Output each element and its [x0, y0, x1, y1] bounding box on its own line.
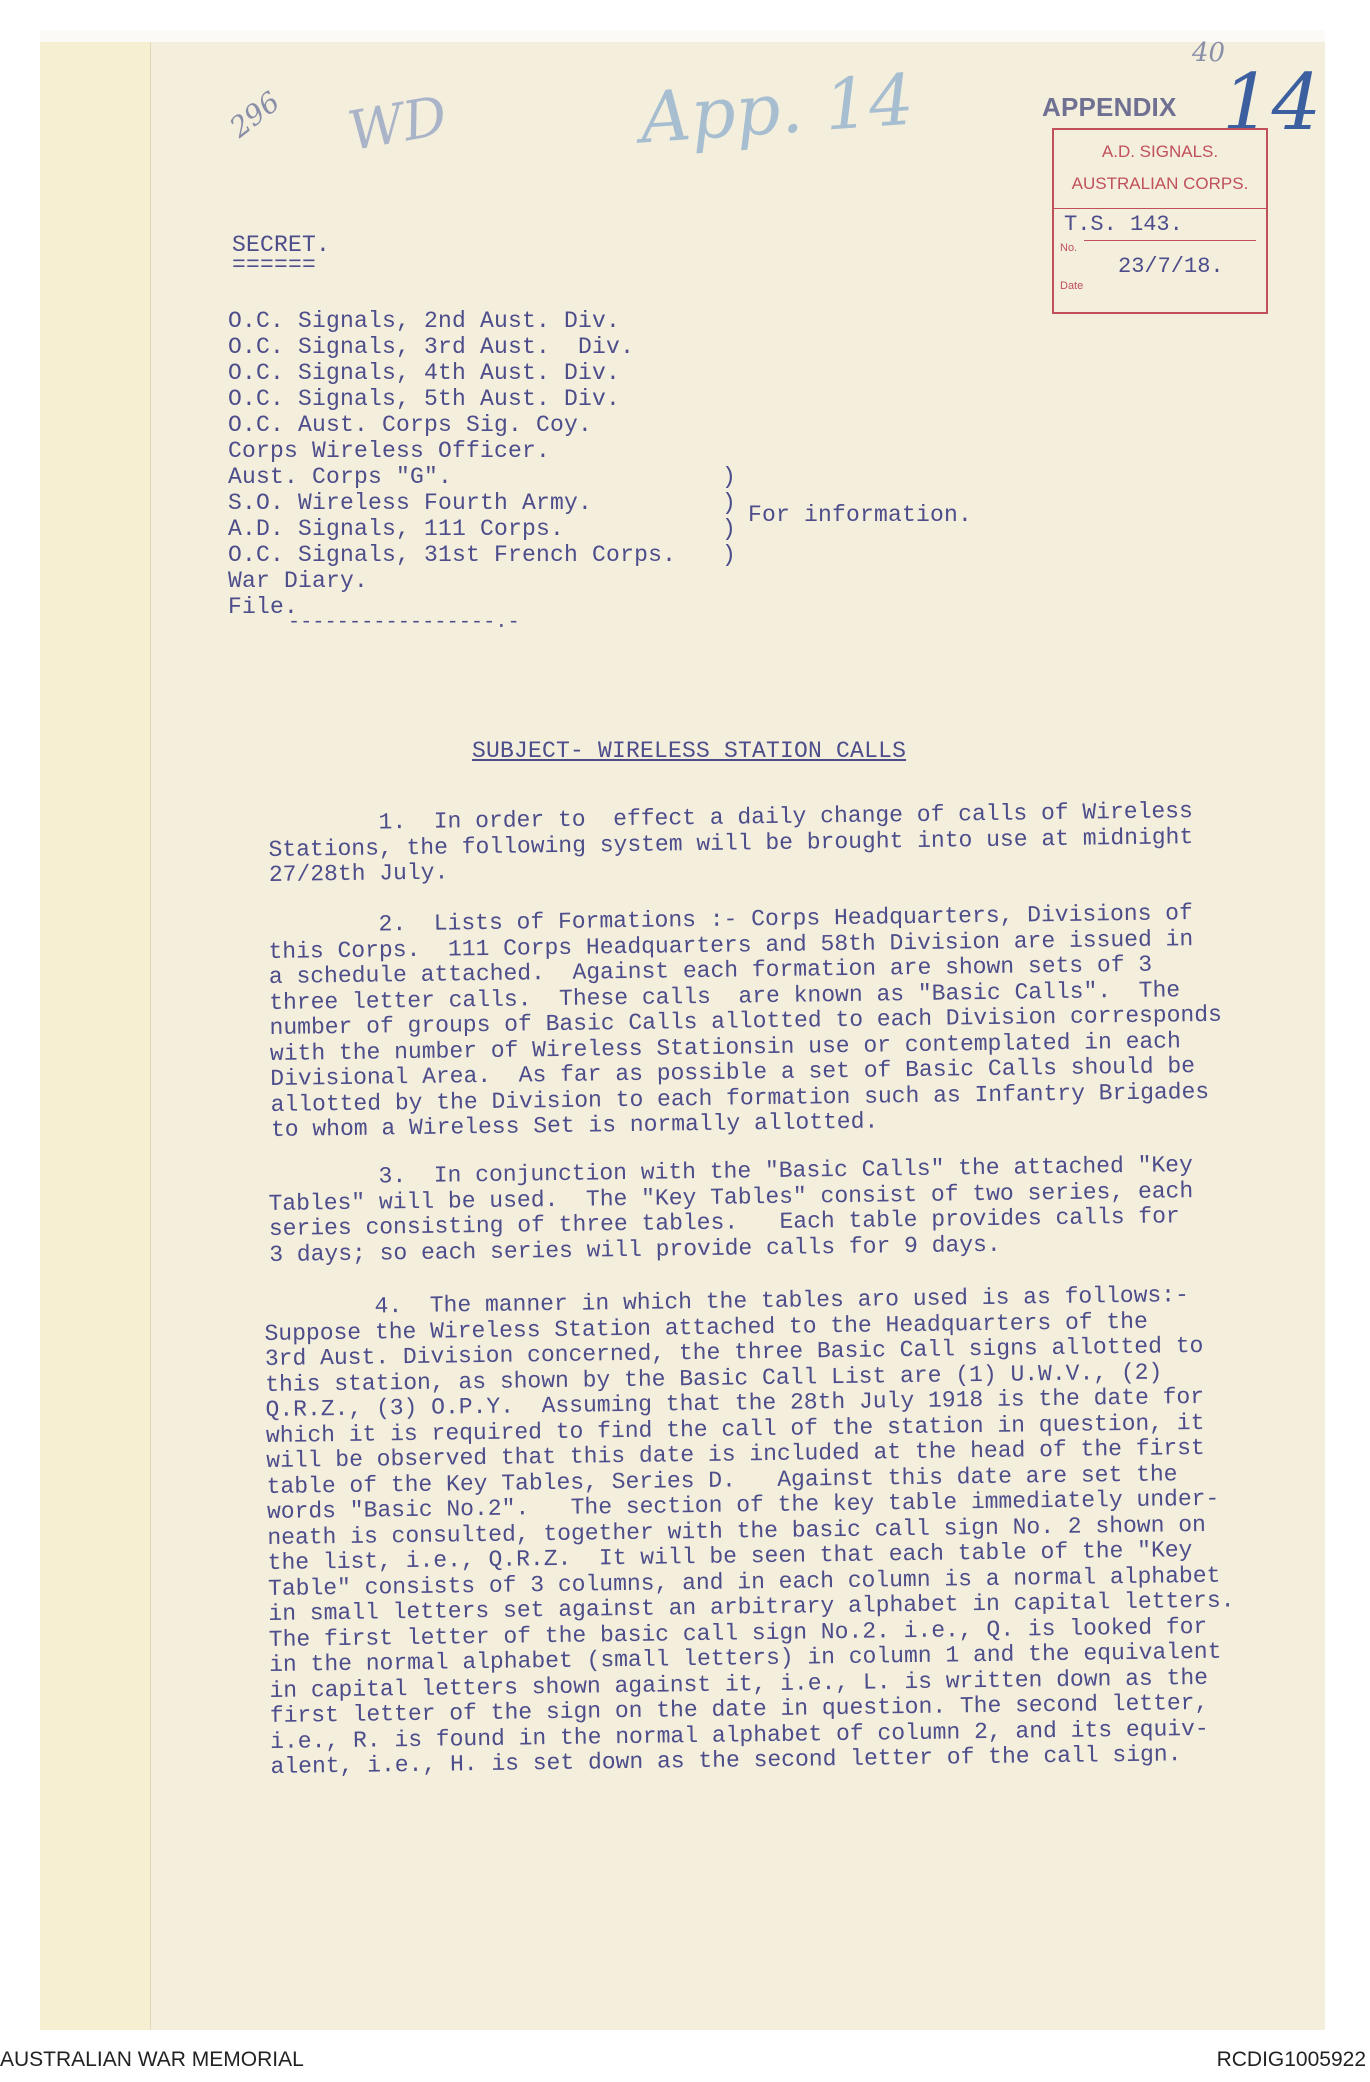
stamp-reference: T.S. 143.	[1064, 212, 1183, 237]
information-brackets	[722, 464, 736, 568]
handwritten-page-number: 296	[223, 85, 286, 144]
distribution-item: A.D. Signals, 111 Corps.	[228, 516, 565, 542]
ad-signals-stamp	[1052, 128, 1268, 314]
distribution-item: Corps Wireless Officer.	[228, 438, 551, 464]
subject-heading: SUBJECT- WIRELESS STATION CALLS	[472, 738, 907, 764]
bracket: )	[722, 542, 737, 568]
appendix-label: APPENDIX	[1042, 92, 1177, 122]
footer-reference: RCDIG1005922	[1216, 2048, 1366, 2071]
bracket: )	[722, 490, 737, 516]
handwritten-appendix-number: 14	[1222, 58, 1322, 148]
paper-binding-strip	[40, 30, 151, 2030]
footer-source: AUSTRALIAN WAR MEMORIAL	[0, 2048, 304, 2071]
distribution-item: O.C. Signals, 4th Aust. Div.	[228, 360, 621, 386]
secret-underline: ======	[232, 252, 317, 278]
paragraph-1: 1. In order to effect a daily change of calls of Wireless Stations, the following system will be brought into use at midnight 27/28th July.	[267, 798, 1194, 888]
paragraph-3: 3. In conjunction with the "Basic Calls" the attached "Key Tables" will be used. The "Key Tables" consist of two series, each series consisting of three tables. Each table provides calls for 3 days; so each series will provide calls for 9 days.	[267, 1152, 1194, 1268]
stamp-rule	[1084, 240, 1256, 241]
bracket: )	[722, 516, 737, 542]
distribution-item: O.C. Signals, 2nd Aust. Div.	[228, 308, 621, 334]
stamp-date: 23/7/18.	[1118, 254, 1224, 279]
stamp-date-label: Date	[1060, 280, 1084, 292]
bracket: )	[722, 464, 737, 490]
handwritten-folio-number: 40	[1192, 38, 1226, 68]
separator-dashes: -----------------.-	[288, 611, 520, 634]
for-information-note: For information.	[748, 502, 973, 528]
paragraph-4: 4. The manner in which the tables aro used is as follows:- Suppose the Wireless Station attached to the Headquarters of the 3rd Aust. Division concerned, the three Basic Call signs allotted to this station, as shown by the Basic Call List are (1) U.W.V., (2) Q.R.Z., (3) O.P.Y. Assuming that the 28th July 1918 is the date for which it is required to find the call of the station in question, it will be observed that this date is included at the head of the first table of the Key Tables, Series D. Against this date are set the words "Basic No.2". The section of the key table immediately under- neath is consulted, together with the basic call sign No. 2 shown on the list, i.e., Q.R.Z. It will be seen that each table of the "Key Table" consists of 3 columns, and in each column is a normal alphabet in small letters set against an arbitrary alphabet in capital letters. The first letter of the basic call sign No.2. i.e., Q. is looked for in the normal alphabet (small letters) in column 1 and the equivalent in capital letters shown against it, i.e., L. is written down as the first letter of the sign on the date in question. The second letter, i.e., R. is found in the normal alphabet of column 2, and its equiv- alent, i.e., H. is set down as the second letter of the call sign.	[263, 1282, 1235, 1780]
distribution-item: War Diary.	[228, 568, 369, 594]
secret-heading: SECRET.	[232, 232, 331, 258]
distribution-item: O.C. Signals, 3rd Aust. Div.	[228, 334, 635, 360]
stamp-divider	[1054, 208, 1266, 209]
stamp-line-2: AUSTRALIAN CORPS.	[1071, 174, 1249, 193]
stamp-no-label: No.	[1060, 242, 1078, 254]
distribution-item: O.C. Aust. Corps Sig. Coy.	[228, 412, 593, 438]
page-top-edge	[40, 30, 1325, 42]
distribution-item: O.C. Signals, 5th Aust. Div.	[228, 386, 621, 412]
paragraph-2: 2. Lists of Formations :- Corps Headquarters, Divisions of this Corps. 111 Corps Headquarters and 58th Division are issued in a schedule attached. Against each formation are shown sets of 3 three letter calls. These calls are known as "Basic Calls". The number of groups of Basic Calls allotted to each Division corresponds with the number of Wireless Stationsin use or contemplated in each Divisional Area. As far as possible a set of Basic Calls should be allotted by the Division to each formation such as Infantry Brigades to whom a Wireless Set is normally allotted.	[267, 900, 1223, 1143]
distribution-item: O.C. Signals, 31st French Corps.	[228, 542, 677, 568]
distribution-item: File.	[228, 594, 299, 620]
distribution-item: Aust. Corps "G".	[228, 464, 453, 490]
handwritten-initials: WD	[343, 83, 452, 164]
handwritten-appendix-note: App. 14	[637, 58, 917, 160]
stamp-line-1: A.D. SIGNALS.	[1101, 142, 1219, 161]
distribution-list	[228, 308, 676, 620]
distribution-item: S.O. Wireless Fourth Army.	[228, 490, 593, 516]
